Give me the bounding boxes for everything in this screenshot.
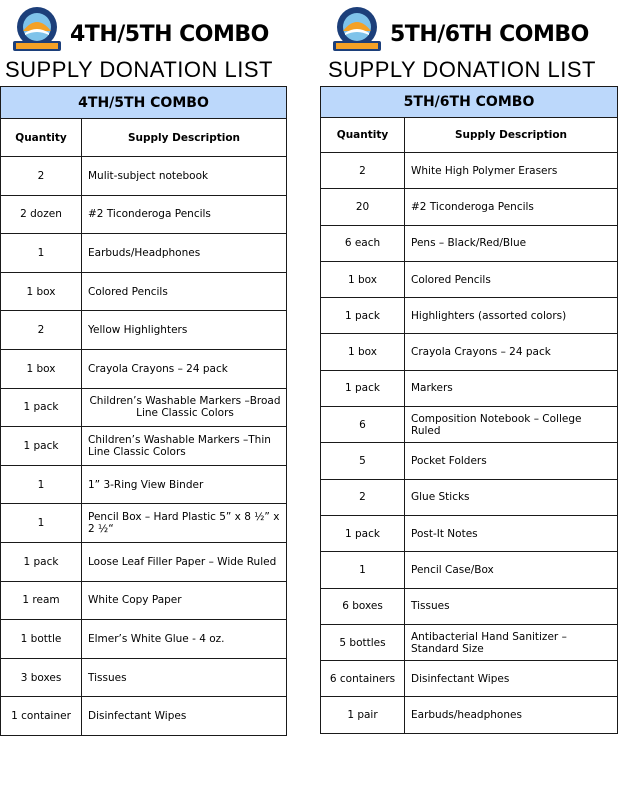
quantity-cell: 2 dozen (1, 195, 82, 234)
school-logo-icon (10, 5, 64, 55)
table-row (1, 311, 287, 350)
quantity-cell: 5 (321, 443, 405, 479)
quantity-cell: 2 (321, 153, 405, 189)
description-cell: Post-It Notes (405, 515, 618, 551)
description-cell: Children’s Washable Markers –Thin Line Classic Colors (82, 427, 287, 466)
table-row (321, 624, 618, 660)
table-row (321, 261, 618, 297)
supply-list-subtitle: SUPPLY DONATION LIST (328, 57, 596, 82)
table-row (321, 225, 618, 261)
supply-list-subtitle: SUPPLY DONATION LIST (5, 57, 273, 82)
quantity-cell: 1 box (1, 272, 82, 311)
quantity-cell: 1 (321, 552, 405, 588)
table-row (321, 407, 618, 443)
quantity-cell: 3 boxes (1, 658, 82, 697)
table-row (321, 370, 618, 406)
description-cell: Antibacterial Hand Sanitizer – Standard Size (405, 624, 618, 660)
description-cell: Pencil Case/Box (405, 552, 618, 588)
description-cell: Elmer’s White Glue - 4 oz. (82, 620, 287, 659)
description-cell: White Copy Paper (82, 581, 287, 620)
quantity-cell: 1 (1, 465, 82, 504)
description-cell: Crayola Crayons – 24 pack (82, 349, 287, 388)
table-row (321, 515, 618, 551)
table-row (1, 658, 287, 697)
table-row (321, 334, 618, 370)
table-row (1, 272, 287, 311)
table-row (1, 542, 287, 581)
description-cell: Earbuds/Headphones (82, 234, 287, 273)
quantity-cell: 6 containers (321, 661, 405, 697)
quantity-header: Quantity (1, 119, 82, 157)
combo-title: 4TH/5TH COMBO (70, 22, 269, 47)
table-row (321, 697, 618, 733)
quantity-cell: 1 box (321, 261, 405, 297)
quantity-cell: 1 pack (321, 298, 405, 334)
quantity-cell: 2 (1, 311, 82, 350)
description-cell: Markers (405, 370, 618, 406)
quantity-cell: 1 pack (321, 370, 405, 406)
description-cell: Earbuds/headphones (405, 697, 618, 733)
table-row (321, 189, 618, 225)
table-row (1, 427, 287, 466)
table-row (1, 620, 287, 659)
description-cell: Loose Leaf Filler Paper – Wide Ruled (82, 542, 287, 581)
quantity-cell: 1 bottle (1, 620, 82, 659)
description-cell: Glue Sticks (405, 479, 618, 515)
table-row (321, 479, 618, 515)
table-row (321, 588, 618, 624)
description-cell: #2 Ticonderoga Pencils (405, 189, 618, 225)
quantity-cell: 6 (321, 407, 405, 443)
description-cell: Pocket Folders (405, 443, 618, 479)
description-cell: #2 Ticonderoga Pencils (82, 195, 287, 234)
quantity-cell: 1 (1, 504, 82, 543)
description-cell: Disinfectant Wipes (82, 697, 287, 736)
table-row (1, 388, 287, 427)
table-row (321, 298, 618, 334)
left-panel (0, 0, 287, 736)
description-cell: Yellow Highlighters (82, 311, 287, 350)
table-row (321, 552, 618, 588)
quantity-cell: 1 box (321, 334, 405, 370)
table-row (1, 157, 287, 196)
table-row (321, 661, 618, 697)
quantity-header: Quantity (321, 118, 405, 153)
description-cell: Tissues (405, 588, 618, 624)
quantity-cell: 1 (1, 234, 82, 273)
description-cell: Composition Notebook – College Ruled (405, 407, 618, 443)
description-cell: 1” 3-Ring View Binder (82, 465, 287, 504)
quantity-cell: 1 pair (321, 697, 405, 733)
quantity-cell: 1 ream (1, 581, 82, 620)
quantity-cell: 1 pack (321, 515, 405, 551)
table-row (321, 153, 618, 189)
supply-table (320, 86, 618, 734)
description-header: Supply Description (405, 118, 618, 153)
description-cell: Children’s Washable Markers –Broad Line Classic Colors (82, 388, 287, 427)
table-row (321, 443, 618, 479)
description-cell: Pens – Black/Red/Blue (405, 225, 618, 261)
description-cell: Colored Pencils (405, 261, 618, 297)
quantity-cell: 1 box (1, 349, 82, 388)
description-cell: Disinfectant Wipes (405, 661, 618, 697)
description-cell: Pencil Box – Hard Plastic 5” x 8 ½” x 2 ½“ (82, 504, 287, 543)
right-header (320, 0, 618, 86)
table-banner: 4TH/5TH COMBO (1, 87, 287, 119)
table-row (1, 234, 287, 273)
description-cell: Mulit-subject notebook (82, 157, 287, 196)
description-cell: White High Polymer Erasers (405, 153, 618, 189)
quantity-cell: 2 (321, 479, 405, 515)
quantity-cell: 1 container (1, 697, 82, 736)
table-row (1, 195, 287, 234)
left-header (0, 0, 287, 86)
school-logo-icon (330, 5, 384, 55)
table-row (1, 465, 287, 504)
table-row (1, 697, 287, 736)
description-cell: Colored Pencils (82, 272, 287, 311)
quantity-cell: 6 each (321, 225, 405, 261)
quantity-cell: 1 pack (1, 388, 82, 427)
quantity-cell: 5 bottles (321, 624, 405, 660)
table-banner: 5TH/6TH COMBO (321, 87, 618, 118)
quantity-cell: 20 (321, 189, 405, 225)
description-cell: Tissues (82, 658, 287, 697)
quantity-cell: 1 pack (1, 427, 82, 466)
table-row (1, 581, 287, 620)
description-header: Supply Description (82, 119, 287, 157)
right-panel (320, 0, 618, 734)
description-cell: Crayola Crayons – 24 pack (405, 334, 618, 370)
quantity-cell: 6 boxes (321, 588, 405, 624)
description-cell: Highlighters (assorted colors) (405, 298, 618, 334)
quantity-cell: 2 (1, 157, 82, 196)
table-row (1, 504, 287, 543)
supply-table (0, 86, 287, 736)
table-row (1, 349, 287, 388)
quantity-cell: 1 pack (1, 542, 82, 581)
combo-title: 5TH/6TH COMBO (390, 22, 589, 47)
